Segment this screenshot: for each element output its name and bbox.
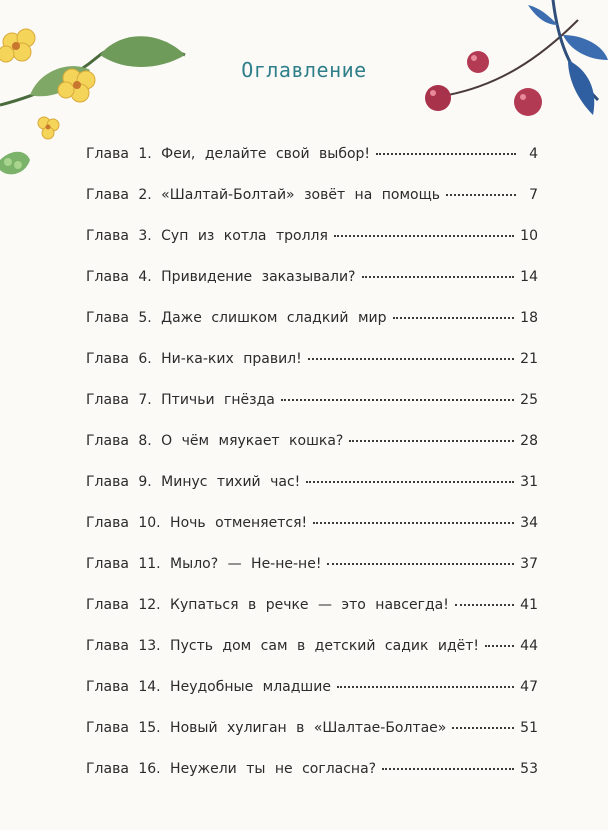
chapter-title: Глава 7. Птичьи гнёзда (86, 392, 275, 408)
page-number: 31 (520, 474, 538, 490)
page-title: Оглавление (241, 58, 367, 82)
chapter-title: Глава 14. Неудобные младшие (86, 679, 331, 695)
chapter-title: Глава 6. Ни-ка-ких правил! (86, 351, 302, 367)
page-number: 47 (520, 679, 538, 695)
chapter-title: Глава 10. Ночь отменяется! (86, 515, 308, 531)
toc-entry-8 (86, 433, 538, 474)
toc-entry-1 (86, 146, 538, 187)
page-number: 41 (520, 597, 538, 613)
leader-dots (485, 645, 514, 647)
toc-entry-7 (86, 392, 538, 433)
toc-entry-3 (86, 228, 538, 269)
page-number: 10 (520, 228, 538, 244)
page-number: 7 (529, 187, 538, 203)
toc-entry-9 (86, 474, 538, 515)
toc-entry-10 (86, 515, 538, 556)
page-number: 4 (529, 146, 538, 162)
chapter-title: Глава 13. Пусть дом сам в детский садик идёт! (86, 638, 480, 654)
toc-entry-13 (86, 638, 538, 679)
toc-entry-2 (86, 187, 538, 228)
page-number: 14 (520, 269, 538, 285)
chapter-title: Глава 15. Новый хулиган в «Шалтае-Болтае» (86, 720, 447, 736)
page-number: 25 (520, 392, 538, 408)
leader-dots (281, 399, 514, 401)
toc-entry-11 (86, 556, 538, 597)
leader-dots (362, 276, 515, 278)
chapter-title: Глава 2. «Шалтай-Болтай» зовёт на помощь (86, 187, 441, 203)
page-number: 53 (520, 761, 538, 777)
leader-dots (334, 235, 514, 237)
toc-entry-12 (86, 597, 538, 638)
page-number: 51 (520, 720, 538, 736)
leader-dots (349, 440, 514, 442)
leader-dots (327, 563, 514, 565)
leader-dots (308, 358, 514, 360)
leader-dots (446, 194, 516, 196)
chapter-title: Глава 1. Феи, делайте свой выбор! (86, 146, 371, 162)
table-of-contents (86, 146, 538, 802)
page-number: 28 (520, 433, 538, 449)
chapter-title: Глава 9. Минус тихий час! (86, 474, 301, 490)
page-number: 34 (520, 515, 538, 531)
chapter-title: Глава 5. Даже слишком сладкий мир (86, 310, 387, 326)
chapter-title: Глава 3. Суп из котла тролля (86, 228, 328, 244)
leader-dots (313, 522, 514, 524)
leader-dots (455, 604, 514, 606)
leader-dots (306, 481, 514, 483)
toc-entry-16 (86, 761, 538, 802)
leader-dots (337, 686, 514, 688)
toc-entry-15 (86, 720, 538, 761)
chapter-title: Глава 12. Купаться в речке — это навсегда! (86, 597, 449, 613)
leader-dots (382, 768, 514, 770)
leader-dots (376, 153, 516, 155)
leader-dots (393, 317, 515, 319)
page-number: 18 (520, 310, 538, 326)
page-number: 21 (520, 351, 538, 367)
chapter-title: Глава 8. О чём мяукает кошка? (86, 433, 344, 449)
toc-entry-4 (86, 269, 538, 310)
toc-entry-14 (86, 679, 538, 720)
chapter-title: Глава 11. Мыло? — Не-не-не! (86, 556, 322, 572)
page-number: 37 (520, 556, 538, 572)
toc-entry-6 (86, 351, 538, 392)
leader-dots (452, 727, 514, 729)
toc-entry-5 (86, 310, 538, 351)
chapter-title: Глава 4. Привидение заказывали? (86, 269, 356, 285)
chapter-title: Глава 16. Неужели ты не согласна? (86, 761, 377, 777)
page-number: 44 (520, 638, 538, 654)
